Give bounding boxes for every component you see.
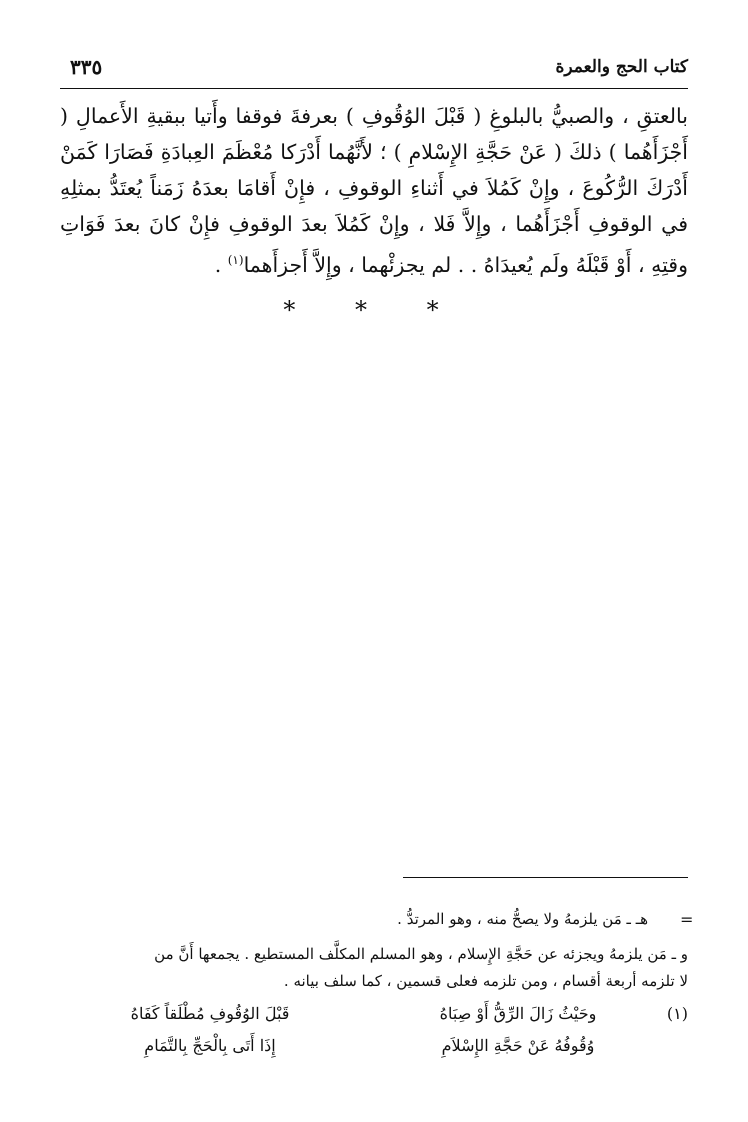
- footnote-continuation-mark: =: [680, 910, 694, 929]
- footnote-rule: [403, 877, 688, 878]
- footnote-line: لا تلزمه أربعة أقسام ، ومن تلزمه فعلى قسمين ، كما سلف بيانه .: [283, 972, 688, 990]
- running-title: كتاب الحج والعمرة: [555, 57, 688, 77]
- footnote-line: و ـ مَن يلزمهُ ويجزئه عن حَجَّةِ الإِسلام ، وهو المسلم المكلَّف المستطيع . يجمعها أَنَّ من: [154, 945, 688, 963]
- page-header: [60, 55, 688, 87]
- footnote-number: (١): [666, 1004, 688, 1023]
- main-text: [60, 98, 688, 283]
- footnote-reference: (١): [227, 253, 244, 267]
- paragraph-text: بالعتقِ ، والصبيُّ بالبلوغِ ( قَبْلَ الوُقُوفِ ) بعرفةَ فوقفا وأَتيا ببقيةِ الأَعمالِ ( أَجْزَأَهُما ) ذلكَ ( عَنْ حَجَّةِ الإِسْلامِ ) ؛ لأَنَّهُما أَدْرَكا مُعْظَمَ العِبادَةِ فَصَارَا كَمَنْ أَدْرَكَ الرُّكُوعَ ، وإِنْ كَمُلاَ في أَثناءِ الوقوفِ ، فإِنْ أَقامَا بعدَهُ زَمَناً يُعتَدُّ بمثلِهِ في الوقوفِ أَجْزَأَهُما ، وإِلاَّ فَلا ، وإِنْ كَمُلاَ بعدَ الوقوفِ فإِنْ كانَ بعدَ فَوَاتِ وقتِهِ ، أَوْ قَبْلَهُ ولَم يُعيدَاهُ . . لم يجزئْهما ، وإِلاَّ أَجزأَهما: [60, 104, 688, 277]
- verse-second-hemistich: قَبْلَ الوُقُوفِ مُطْلَقاً كَفَاهُ: [130, 1004, 290, 1023]
- page-number: ٣٣٥: [70, 55, 103, 79]
- paragraph-end: .: [214, 252, 228, 277]
- main-paragraph: [60, 98, 688, 283]
- verse-line: [60, 1034, 688, 1058]
- verse-first-hemistich: وحَيْثُ زَالَ الرِّقُّ أَوْ صِبَاهُ: [439, 1004, 597, 1023]
- verse-second-hemistich: إِذَا أَتَى بِالْحَجِّ بِالتَّمَامِ: [144, 1036, 276, 1055]
- verse-first-hemistich: وُقُوفُهُ عَنْ حَجَّةِ الإِسْلاَمِ: [441, 1036, 595, 1055]
- section-separator: * * *: [283, 296, 465, 324]
- header-rule: [60, 88, 688, 89]
- footnote-line: هـ ـ مَن يلزمهُ ولا يصحُّ منه ، وهو المرتدُّ .: [397, 910, 648, 928]
- verse-line: [60, 1002, 688, 1026]
